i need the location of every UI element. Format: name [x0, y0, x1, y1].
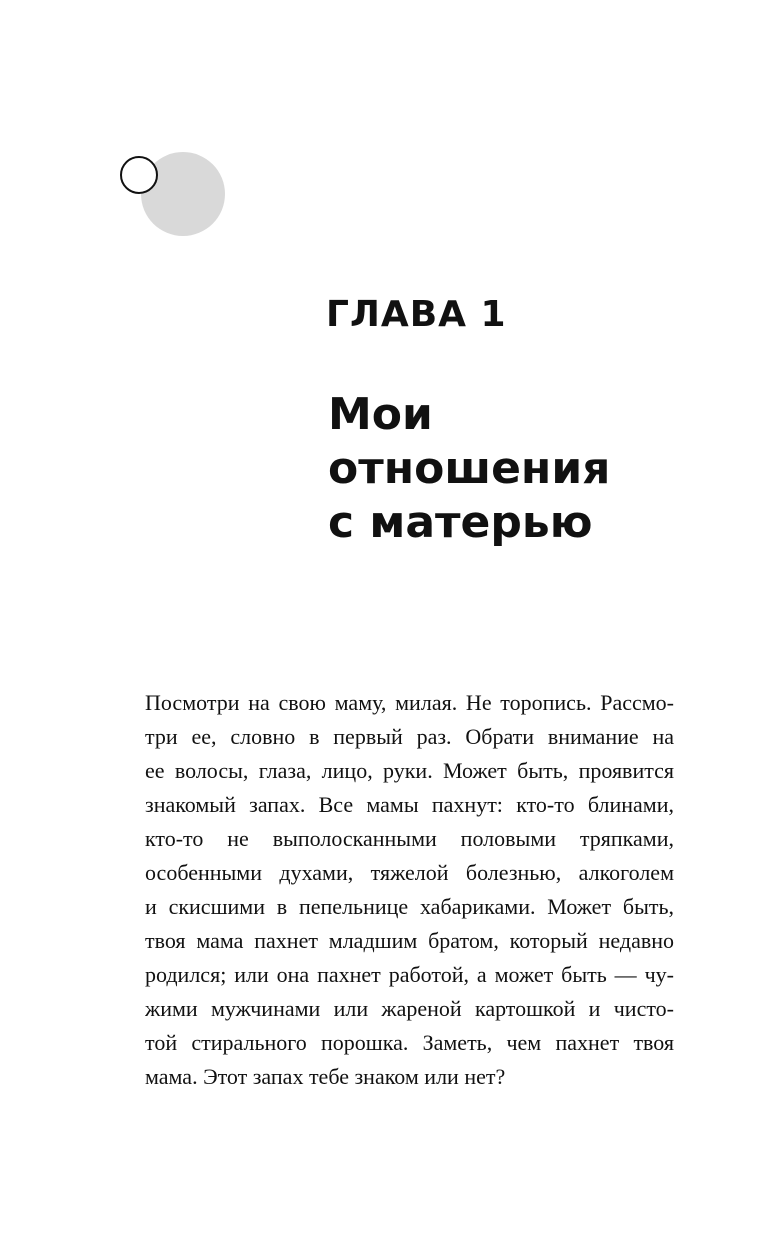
- body-line-3: ее волосы, глаза, лицо, руки. Может быть, проявится: [145, 758, 674, 783]
- chapter-title-line-2: отношения: [328, 443, 611, 494]
- body-line-1: Посмотри на свою маму, милая. Не торопись. Рассмо-: [145, 690, 674, 715]
- body-line-7: и скисшими в пепельнице хабариками. Может быть,: [145, 894, 674, 919]
- body-line-9: родился; или она пахнет работой, а может быть — чу-: [145, 962, 674, 987]
- body-line-12: мама. Этот запах тебе знаком или нет?: [145, 1064, 506, 1089]
- decoration-circles-icon: [115, 150, 230, 245]
- chapter-label: ГЛАВА 1: [326, 294, 507, 335]
- body-line-5: кто-то не выполосканными половыми тряпками,: [145, 826, 674, 851]
- chapter-title-line-3: с матерью: [328, 497, 593, 548]
- body-line-8: твоя мама пахнет младшим братом, который недавно: [145, 928, 674, 953]
- body-line-2: три ее, словно в первый раз. Обрати внимание на: [145, 724, 674, 749]
- body-line-10: жими мужчинами или жареной картошкой и чисто-: [145, 996, 674, 1021]
- body-paragraph: [145, 686, 674, 1094]
- body-line-11: той стирального порошка. Заметь, чем пахнет твоя: [145, 1030, 674, 1055]
- body-line-4: знакомый запах. Все мамы пахнут: кто-то блинами,: [145, 792, 674, 817]
- body-line-6: особенными духами, тяжелой болезнью, алкоголем: [145, 860, 674, 885]
- chapter-title: [328, 388, 610, 550]
- chapter-decoration: [115, 150, 230, 245]
- chapter-title-line-1: Мои: [328, 389, 433, 440]
- outline-circle-icon: [121, 157, 157, 193]
